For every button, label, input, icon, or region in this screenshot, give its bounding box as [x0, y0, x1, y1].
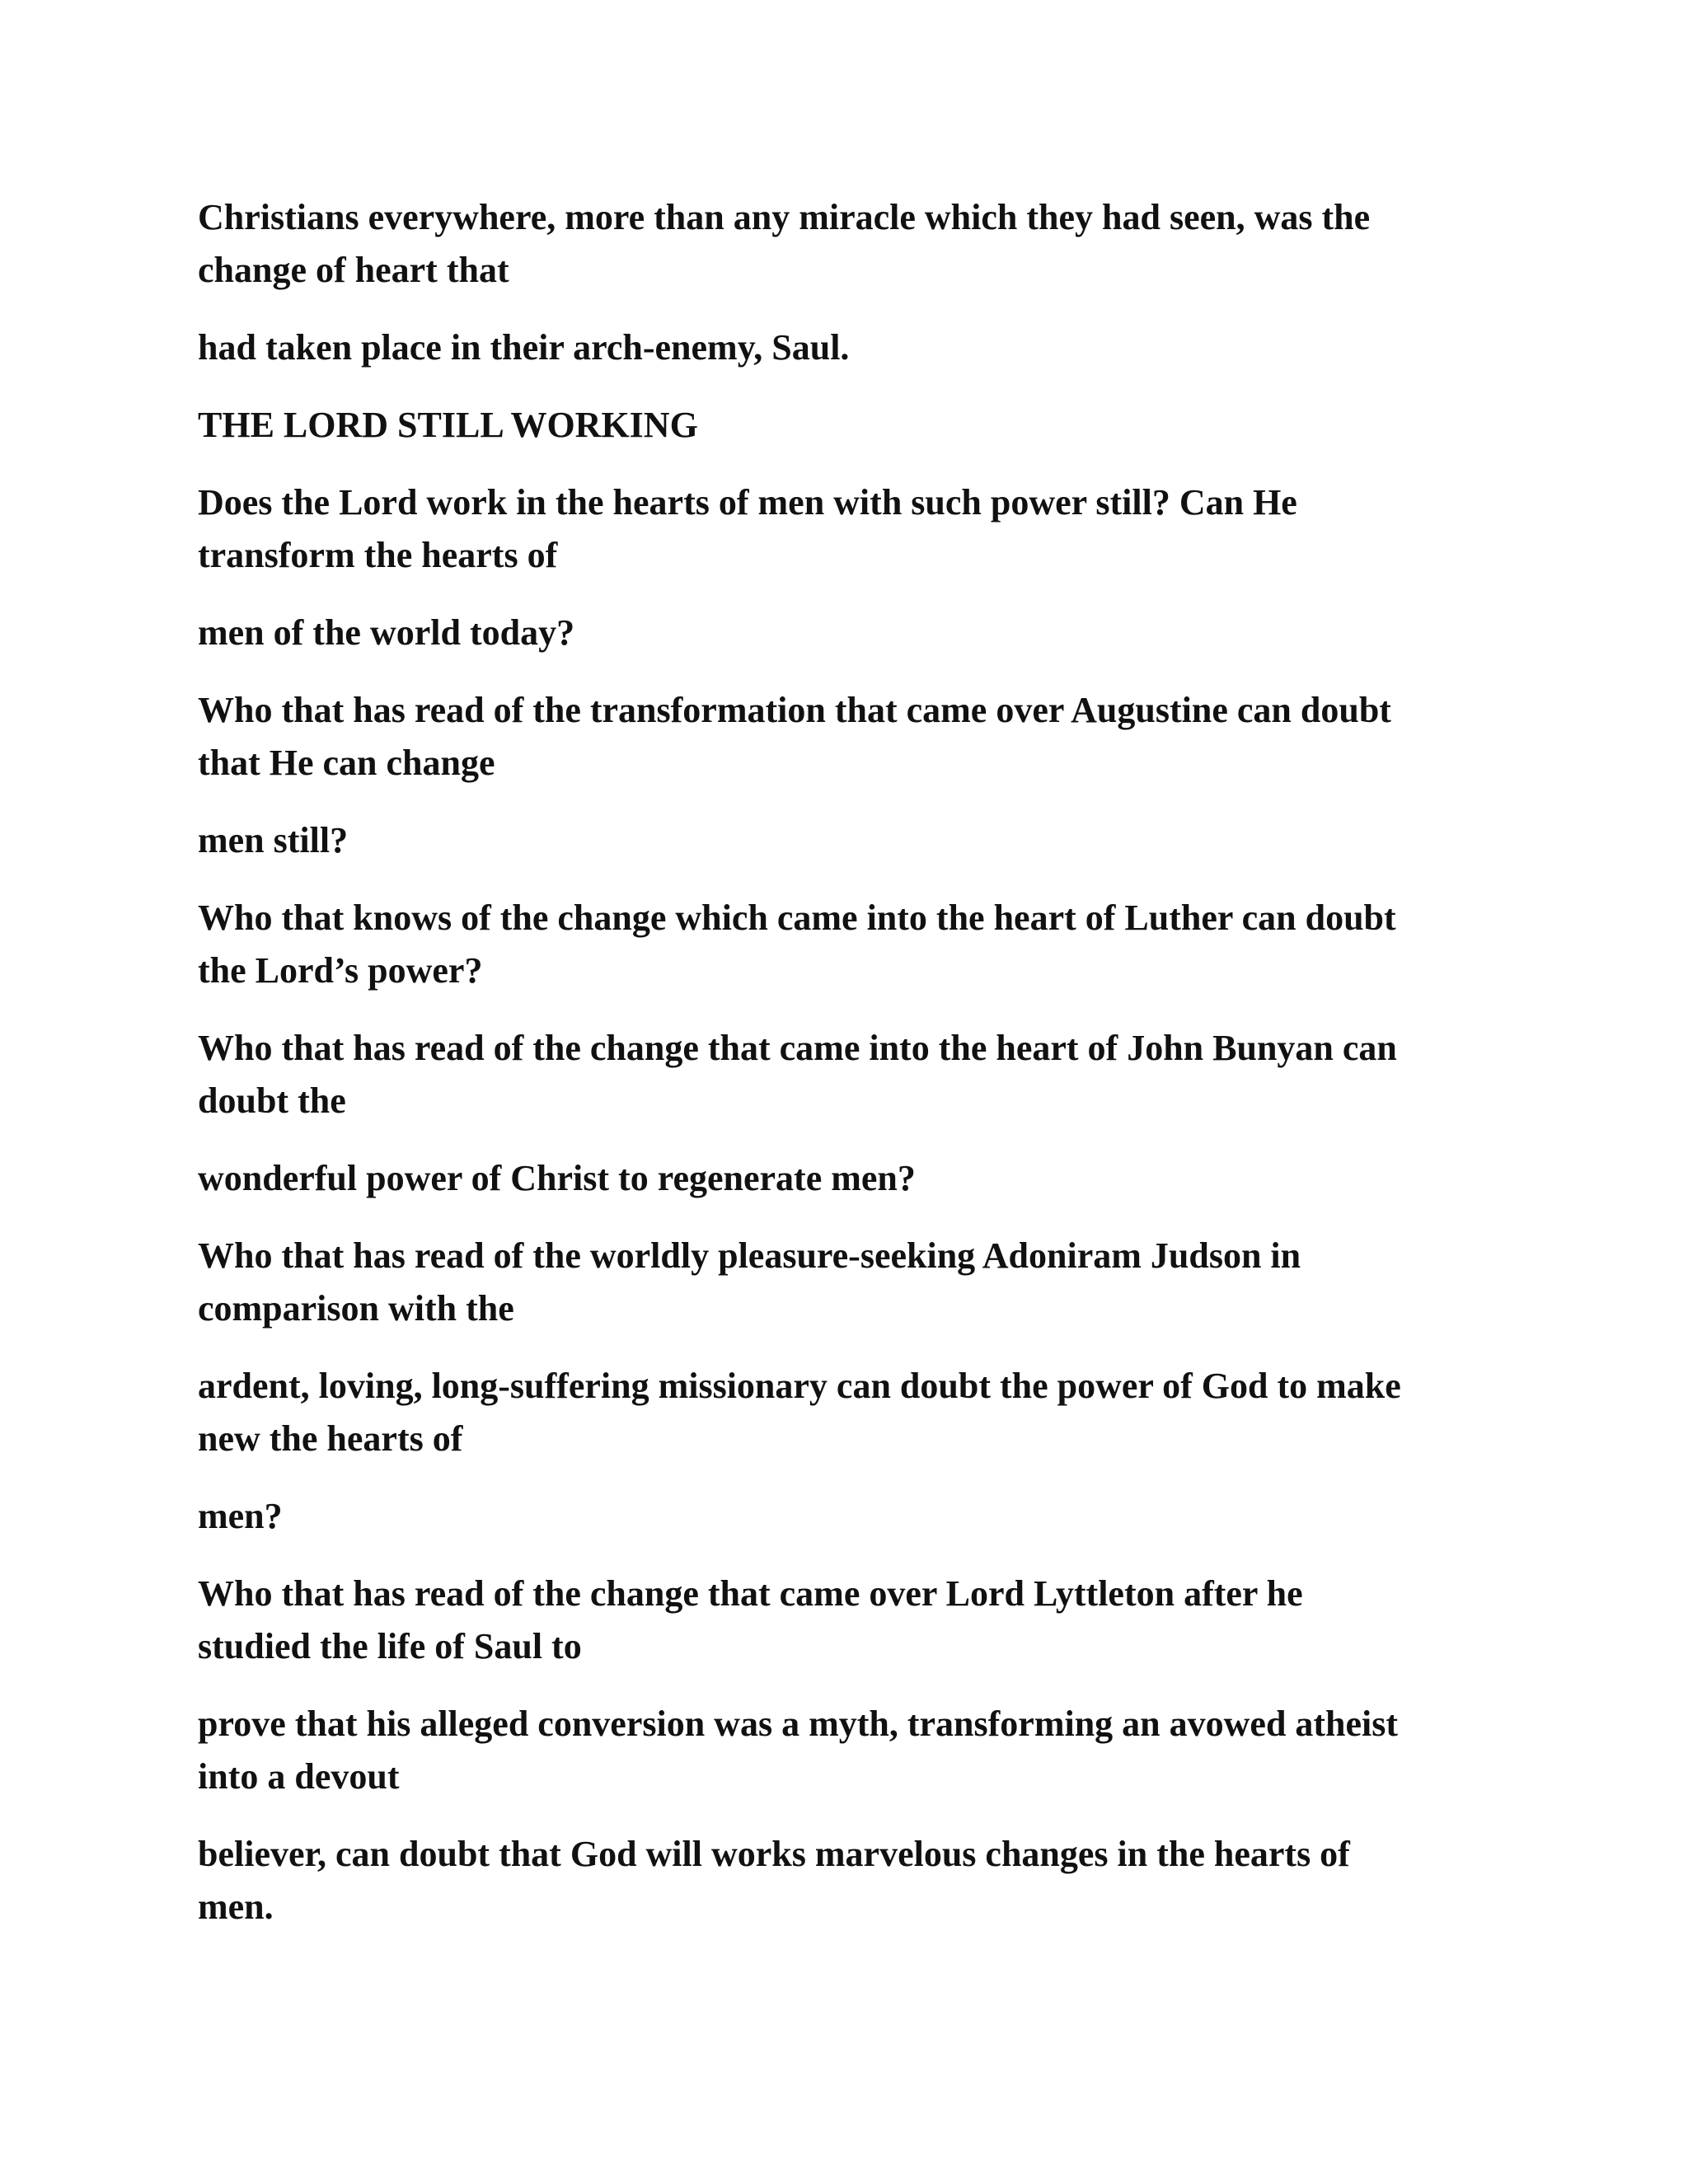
text-line: new the hearts of	[198, 1418, 463, 1459]
text-line: comparison with the	[198, 1288, 514, 1329]
text-line: believer, can doubt that God will works marvelous changes in the hearts of	[198, 1834, 1350, 1874]
text-line: that He can change	[198, 743, 495, 783]
text-line: studied the life of Saul to	[198, 1626, 582, 1666]
text-line: prove that his alleged conversion was a myth, transforming an avowed atheist	[198, 1704, 1399, 1744]
text-line: had taken place in their arch-enemy, Saul.	[198, 327, 850, 368]
text-line: ardent, loving, long-suffering missionary can doubt the power of God to make	[198, 1366, 1401, 1406]
section-heading: THE LORD STILL WORKING	[198, 405, 698, 445]
text-line: Who that has read of the change that came over Lord Lyttleton after he	[198, 1573, 1303, 1614]
text-line: change of heart that	[198, 250, 509, 290]
text-line: Who that has read of the worldly pleasure-seeking Adoniram Judson in	[198, 1235, 1301, 1276]
text-line: Christians everywhere, more than any miracle which they had seen, was the	[198, 197, 1371, 237]
text-line: men still?	[198, 820, 349, 860]
text-line: men?	[198, 1496, 283, 1536]
text-line: doubt the	[198, 1080, 346, 1121]
text-line: Who that has read of the change that came into the heart of John Bunyan can	[198, 1028, 1397, 1068]
text-line: the Lord’s power?	[198, 950, 483, 991]
text-line: men.	[198, 1886, 274, 1927]
text-line: Does the Lord work in the hearts of men with such power still? Can He	[198, 482, 1297, 523]
text-line: wonderful power of Christ to regenerate men?	[198, 1158, 916, 1198]
text-line: Who that has read of the transformation that came over Augustine can doubt	[198, 690, 1391, 730]
text-line: into a devout	[198, 1756, 400, 1797]
text-line: men of the world today?	[198, 612, 575, 653]
text-line: transform the hearts of	[198, 535, 558, 575]
text-line: Who that knows of the change which came into the heart of Luther can doubt	[198, 898, 1396, 938]
